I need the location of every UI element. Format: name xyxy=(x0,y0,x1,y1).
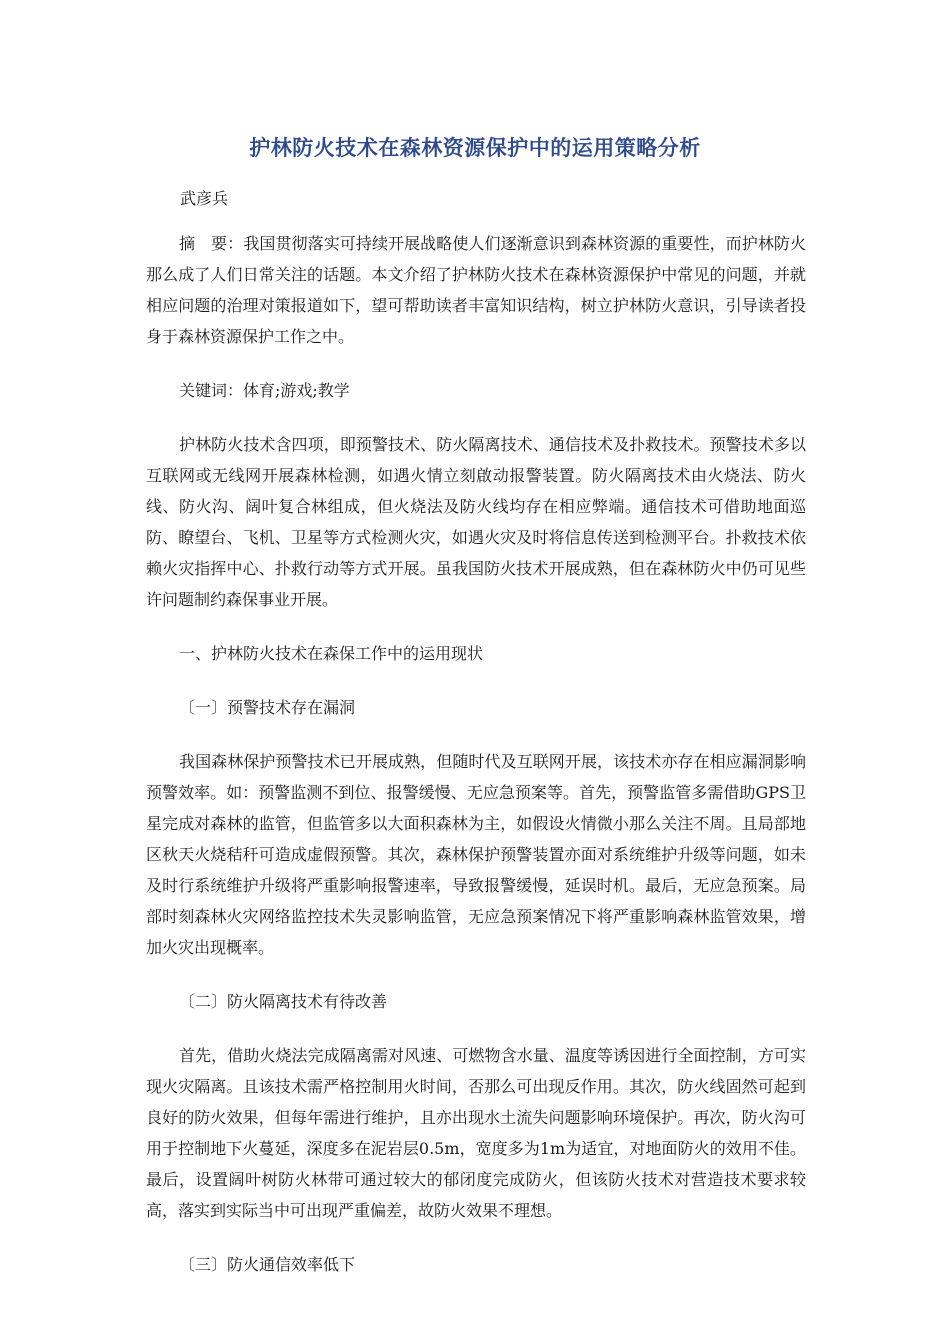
body-paragraph: 我国森林保护预警技术已开展成熟，但随时代及互联网开展，该技术亦存在相应漏洞影响预警效率。如：预警监测不到位、报警缓慢、无应急预案等。首先，预警监管多需借助GPS卫星完成对森林的监管，但监管多以大面积森林为主，如假设火情微小那么关注不周。且局部地区秋天火烧秸秆可造成虚假预警。其次，森林保护预警装置亦面对系统维护升级等问题，如未及时行系统维护升级将严重影响报警速率，导致报警缓慢，延误时机。最后，无应急预案。局部时刻森林火灾网络监控技术失灵影响监管，无应急预案情况下将严重影响森林监管效果，增加火灾出现概率。 xyxy=(146,752,806,957)
subsection-heading: 〔一〕预警技术存在漏洞 xyxy=(179,698,356,717)
document-body xyxy=(146,228,806,1303)
section-heading: 一、护林防火技术在森保工作中的运用现状 xyxy=(179,644,484,663)
subsection-heading: 〔二〕防火隔离技术有待改善 xyxy=(179,992,388,1011)
document-title: 护林防火技术在森林资源保护中的运用策略分析 xyxy=(249,136,701,160)
abstract-paragraph: 摘 要：我国贯彻落实可持续开展战略使人们逐渐意识到森林资源的重要性，而护林防火那么成了人们日常关注的话题。本文介绍了护林防火技术在森林资源保护中常见的问题，并就相应问题的治理对策报道如下，望可帮助读者丰富知识结构，树立护林防火意识，引导读者投身于森林资源保护工作之中。 xyxy=(146,234,806,346)
keywords-paragraph: 关键词：体育;游戏;教学 xyxy=(179,381,350,400)
body-paragraph: 首先，借助火烧法完成隔离需对风速、可燃物含水量、温度等诱因进行全面控制，方可实现火灾隔离。且该技术需严格控制用火时间，否那么可出现反作用。其次，防火线固然可起到良好的防火效果，但每年需进行维护，且亦出现水土流失问题影响环境保护。再次，防火沟可用于控制地下火蔓延，深度多在泥岩层0.5m，宽度多为1m为适宜，对地面防火的效用不佳。最后，设置阔叶树防火林带可通过较大的郁闭度完成防火，但该防火技术对营造技术要求较高，落实到实际当中可出现严重偏差，故防火效果不理想。 xyxy=(146,1046,806,1220)
subsection-heading: 〔三〕防火通信效率低下 xyxy=(179,1255,356,1274)
document-author: 武彦兵 xyxy=(180,189,229,208)
intro-paragraph: 护林防火技术含四项，即预警技术、防火隔离技术、通信技术及扑救技术。预警技术多以互联网或无线网开展森林检测，如遇火情立刻啟动报警装置。防火隔离技术由火烧法、防火线、防火沟、阔叶复合林组成，但火烧法及防火线均存在相应弊端。通信技术可借助地面巡防、瞭望台、飞机、卫星等方式检测火灾，如遇火灾及时将信息传送到检测平台。扑救技术依赖火灾指挥中心、扑救行动等方式开展。虽我国防火技术开展成熟，但在森林防火中仍可见些许问题制约森保事业开展。 xyxy=(146,435,806,609)
